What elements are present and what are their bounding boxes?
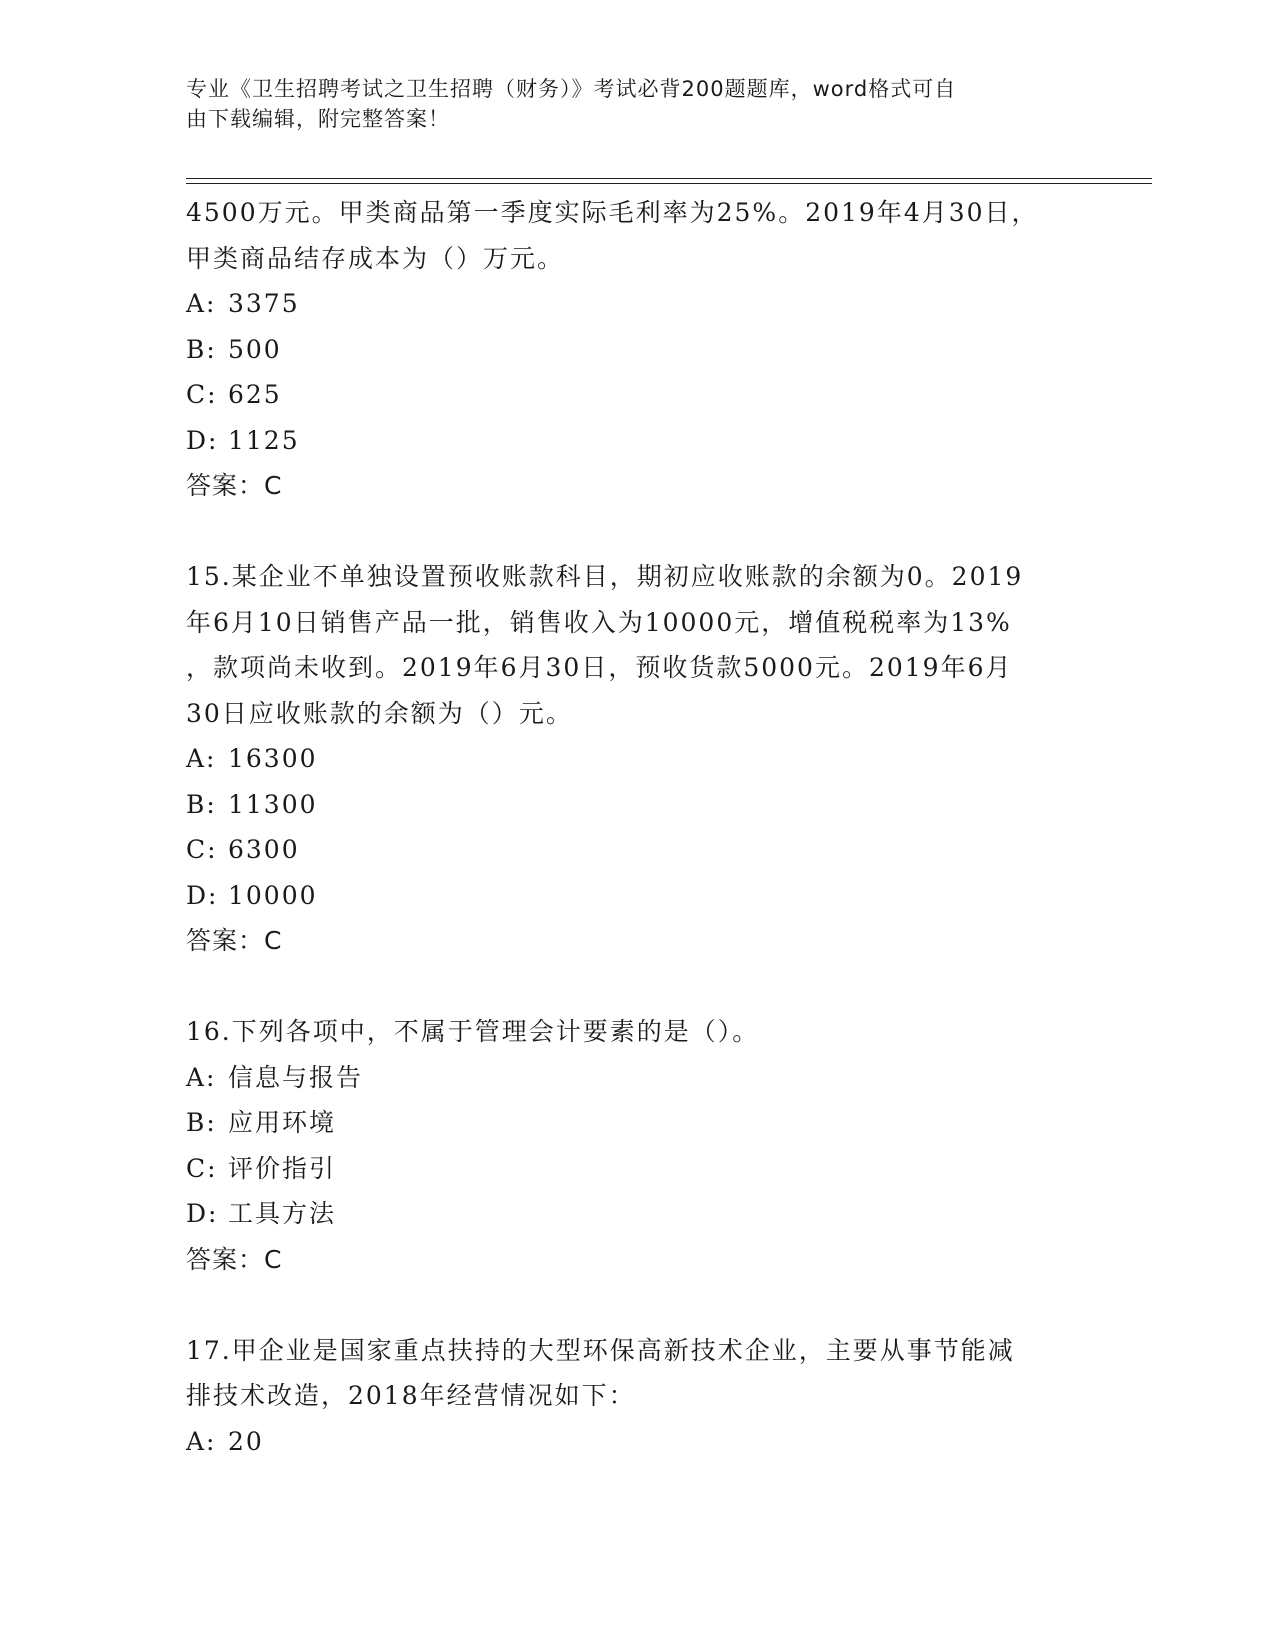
option-c: [186, 1146, 1086, 1192]
question-14-continued: [186, 190, 1086, 509]
option-text: 应用环境: [228, 1108, 337, 1137]
option-c: [186, 827, 1086, 873]
answer-line: 答案：C: [186, 926, 283, 955]
option-label: A:: [186, 744, 217, 773]
spacer: [186, 1282, 1086, 1328]
option-label: C:: [186, 1153, 218, 1183]
question-text-line: 甲类商品结存成本为（）万元。: [186, 243, 565, 273]
option-text: 工具方法: [228, 1199, 337, 1228]
document-header: [186, 74, 1066, 134]
option-b: [186, 327, 1086, 373]
option-b: [186, 782, 1086, 828]
question-text-line: ，款项尚未收到。2019年6月30日，预收货款5000元。2019年6月: [186, 653, 1013, 682]
question-16: [186, 1009, 1086, 1282]
option-label: D:: [186, 880, 219, 910]
question-list: [186, 190, 1086, 1464]
answer-line: 答案：C: [186, 1244, 283, 1274]
option-label: C:: [186, 835, 218, 864]
option-label: B:: [186, 789, 217, 819]
option-text: 6300: [228, 835, 300, 864]
option-text: 1125: [228, 425, 300, 455]
option-label: A:: [186, 289, 217, 318]
question-text-line: 16.下列各项中，不属于管理会计要素的是（）。: [186, 1017, 760, 1046]
header-line-2: 由下载编辑，附完整答案！: [186, 107, 450, 131]
option-a: [186, 281, 1086, 327]
header-divider-bottom: [186, 183, 1152, 184]
question-17: [186, 1328, 1086, 1465]
option-d: [186, 1191, 1086, 1237]
spacer: [186, 509, 1086, 555]
option-text: 625: [228, 380, 282, 409]
option-label: D:: [186, 425, 219, 455]
option-label: B:: [186, 334, 217, 364]
spacer: [186, 964, 1086, 1010]
option-a: [186, 736, 1086, 782]
option-text: 20: [228, 1426, 264, 1456]
header-divider-top: [186, 178, 1152, 179]
option-c: [186, 372, 1086, 418]
option-text: 评价指引: [228, 1153, 337, 1183]
option-a: [186, 1055, 1086, 1101]
option-label: B:: [186, 1108, 217, 1137]
option-d: [186, 873, 1086, 919]
option-text: 16300: [228, 744, 318, 773]
option-text: 3375: [228, 289, 300, 318]
option-b: [186, 1100, 1086, 1146]
question-text-line: 15.某企业不单独设置预收账款科目，期初应收账款的余额为0。2019: [186, 562, 1024, 591]
header-line-1: 专业《卫生招聘考试之卫生招聘（财务）》考试必背200题题库，word格式可自: [186, 77, 957, 101]
option-text: 信息与报告: [228, 1062, 364, 1092]
question-text-line: 17.甲企业是国家重点扶持的大型环保高新技术企业，主要从事节能减: [186, 1335, 1015, 1365]
option-d: [186, 418, 1086, 464]
question-15: [186, 554, 1086, 964]
option-label: D:: [186, 1199, 219, 1228]
question-text-line: 30日应收账款的余额为（）元。: [186, 698, 573, 728]
option-text: 10000: [228, 880, 318, 910]
option-label: A:: [186, 1426, 217, 1456]
option-text: 11300: [228, 789, 318, 819]
question-text-line: 排技术改造，2018年经营情况如下：: [186, 1381, 636, 1410]
question-text-line: 4500万元。甲类商品第一季度实际毛利率为25%。2019年4月30日，: [186, 198, 1039, 227]
answer-line: 答案：C: [186, 471, 283, 500]
option-label: C:: [186, 380, 218, 409]
option-a: [186, 1419, 1086, 1465]
question-text-line: 年6月10日销售产品一批，销售收入为10000元，增值税税率为13%: [186, 607, 1012, 637]
option-label: A:: [186, 1062, 217, 1092]
option-text: 500: [228, 334, 282, 364]
